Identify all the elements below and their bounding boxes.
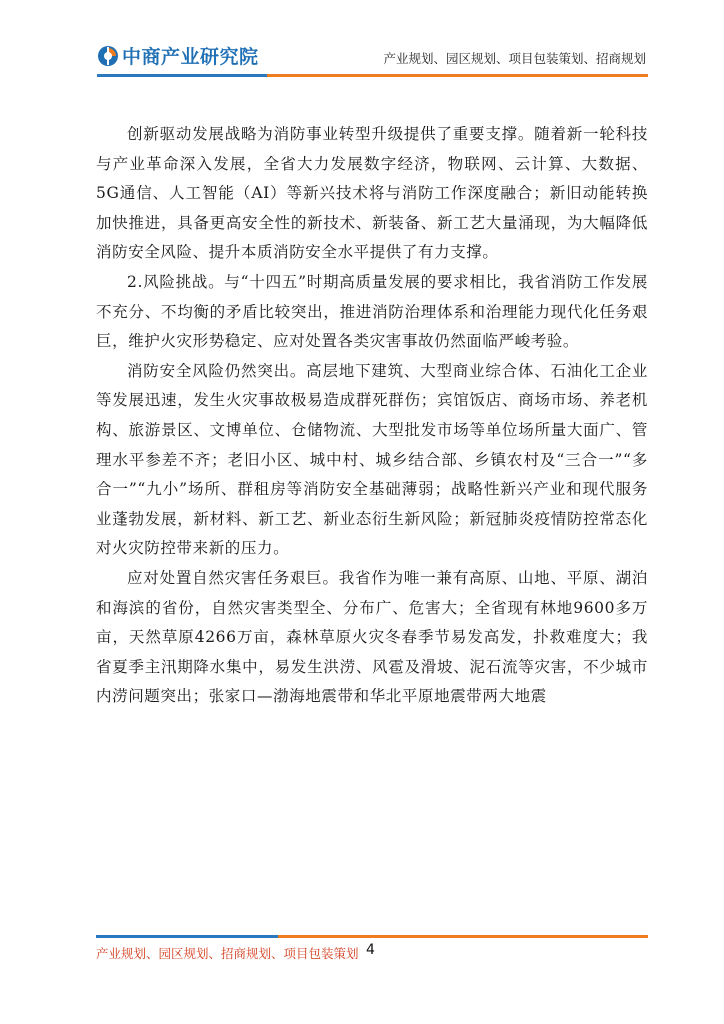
footer-divider-blue (96, 935, 278, 938)
footer-divider-orange (278, 935, 648, 938)
paragraph-natural-disasters: 应对处置自然灾害任务艰巨。我省作为唯一兼有高原、山地、平原、湖泊和海滨的省份，自然灾害类型全、分布广、危害大；全省现有林地9600多万亩，天然草原4266万亩，森林草原火灾冬春季节易发高发，扑救难度大；我省夏季主汛期降水集中，易发生洪涝、风雹及滑坡、泥石流等灾害，不少城市内涝问题突出；张家口—渤海地震带和华北平原地震带两大地震 (96, 568, 648, 706)
company-logo-text: 中商产业研究院 (122, 46, 259, 68)
page-number: 4 (366, 942, 375, 958)
header-divider-orange (267, 74, 648, 77)
document-body (96, 120, 648, 712)
paragraph-risk-challenges: 2.风险挑战。与“十四五”时期高质量发展的要求相比，我省消防工作发展不充分、不均衡的矛盾比较突出，推进消防治理体系和治理能力现代化任务艰巨，维护火灾形势稳定、应对处置各类灾害事故仍然面临严峻考验。 (96, 272, 648, 351)
page-header (0, 0, 724, 84)
paragraph-innovation-support: 创新驱动发展战略为消防事业转型升级提供了重要支撑。随着新一轮科技与产业革命深入发展，全省大力发展数字经济，物联网、云计算、大数据、5G通信、人工智能（AI）等新兴技术将与消防工作深度融合；新旧动能转换加快推进，具备更高安全性的新技术、新装备、新工艺大量涌现，为大幅降低消防安全风险、提升本质消防安全水平提供了有力支撑。 (96, 125, 648, 262)
paragraph-fire-safety-risks: 消防安全风险仍然突出。高层地下建筑、大型商业综合体、石油化工企业等发展迅速，发生火灾事故极易造成群死群伤；宾馆饭店、商场市场、养老机构、旅游景区、文博单位、仓储物流、大型批发市场等单位场所量大面广、管理水平参差不齐；老旧小区、城中村、城乡结合部、乡镇农村及“三合一”“多合一”“九小”场所、群租房等消防安全基础薄弱；战略性新兴产业和现代服务业蓬勃发展，新材料、新工艺、新业态衍生新风险；新冠肺炎疫情防控常态化对火灾防控带来新的压力。 (96, 361, 648, 558)
header-tagline: 产业规划、园区规划、项目包装策划、招商规划 (383, 51, 646, 66)
company-logo (97, 42, 259, 69)
company-logo-icon (97, 45, 119, 67)
header-divider-blue (97, 74, 267, 77)
footer-tagline: 产业规划、园区规划、招商规划、项目包装策划 (96, 946, 359, 961)
